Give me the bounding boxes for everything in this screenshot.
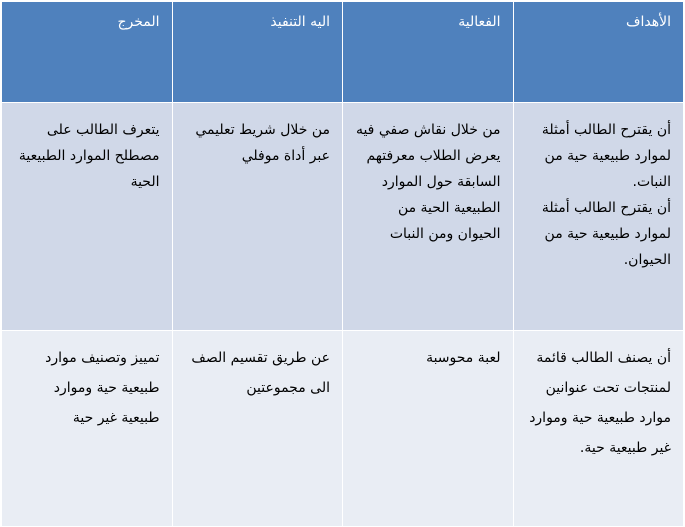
table-row xyxy=(2,103,684,331)
cell-goals: أن يقترح الطالب أمثلة لموارد طبيعية حية من النبات. أن يقترح الطالب أمثلة لموارد طبيعية حية من الحيوان. xyxy=(513,103,684,331)
cell-activity: لعبة محوسبة xyxy=(343,331,514,527)
header-row xyxy=(2,2,684,103)
header-implementation: اليه التنفيذ xyxy=(172,2,343,103)
cell-implementation: عن طريق تقسيم الصف الى مجموعتين xyxy=(172,331,343,527)
cell-outcome: تمييز وتصنيف موارد طبيعية حية وموارد طبيعية غير حية xyxy=(2,331,173,527)
table-row xyxy=(2,331,684,527)
header-activity: الفعالية xyxy=(343,2,514,103)
cell-goals: أن يصنف الطالب قائمة لمنتجات تحت عنوانين موارد طبيعية حية وموارد غير طبيعية حية. xyxy=(513,331,684,527)
cell-outcome: يتعرف الطالب على مصطلح الموارد الطبيعية الحية xyxy=(2,103,173,331)
header-goals: الأهداف xyxy=(513,2,684,103)
cell-activity: من خلال نقاش صفي فيه يعرض الطلاب معرفتهم السابقة حول الموارد الطبيعية الحية من الحيوان ومن النبات xyxy=(343,103,514,331)
lesson-plan-table xyxy=(1,1,684,527)
cell-implementation: من خلال شريط تعليمي عبر أداة موفلي xyxy=(172,103,343,331)
header-outcome: المخرج xyxy=(2,2,173,103)
